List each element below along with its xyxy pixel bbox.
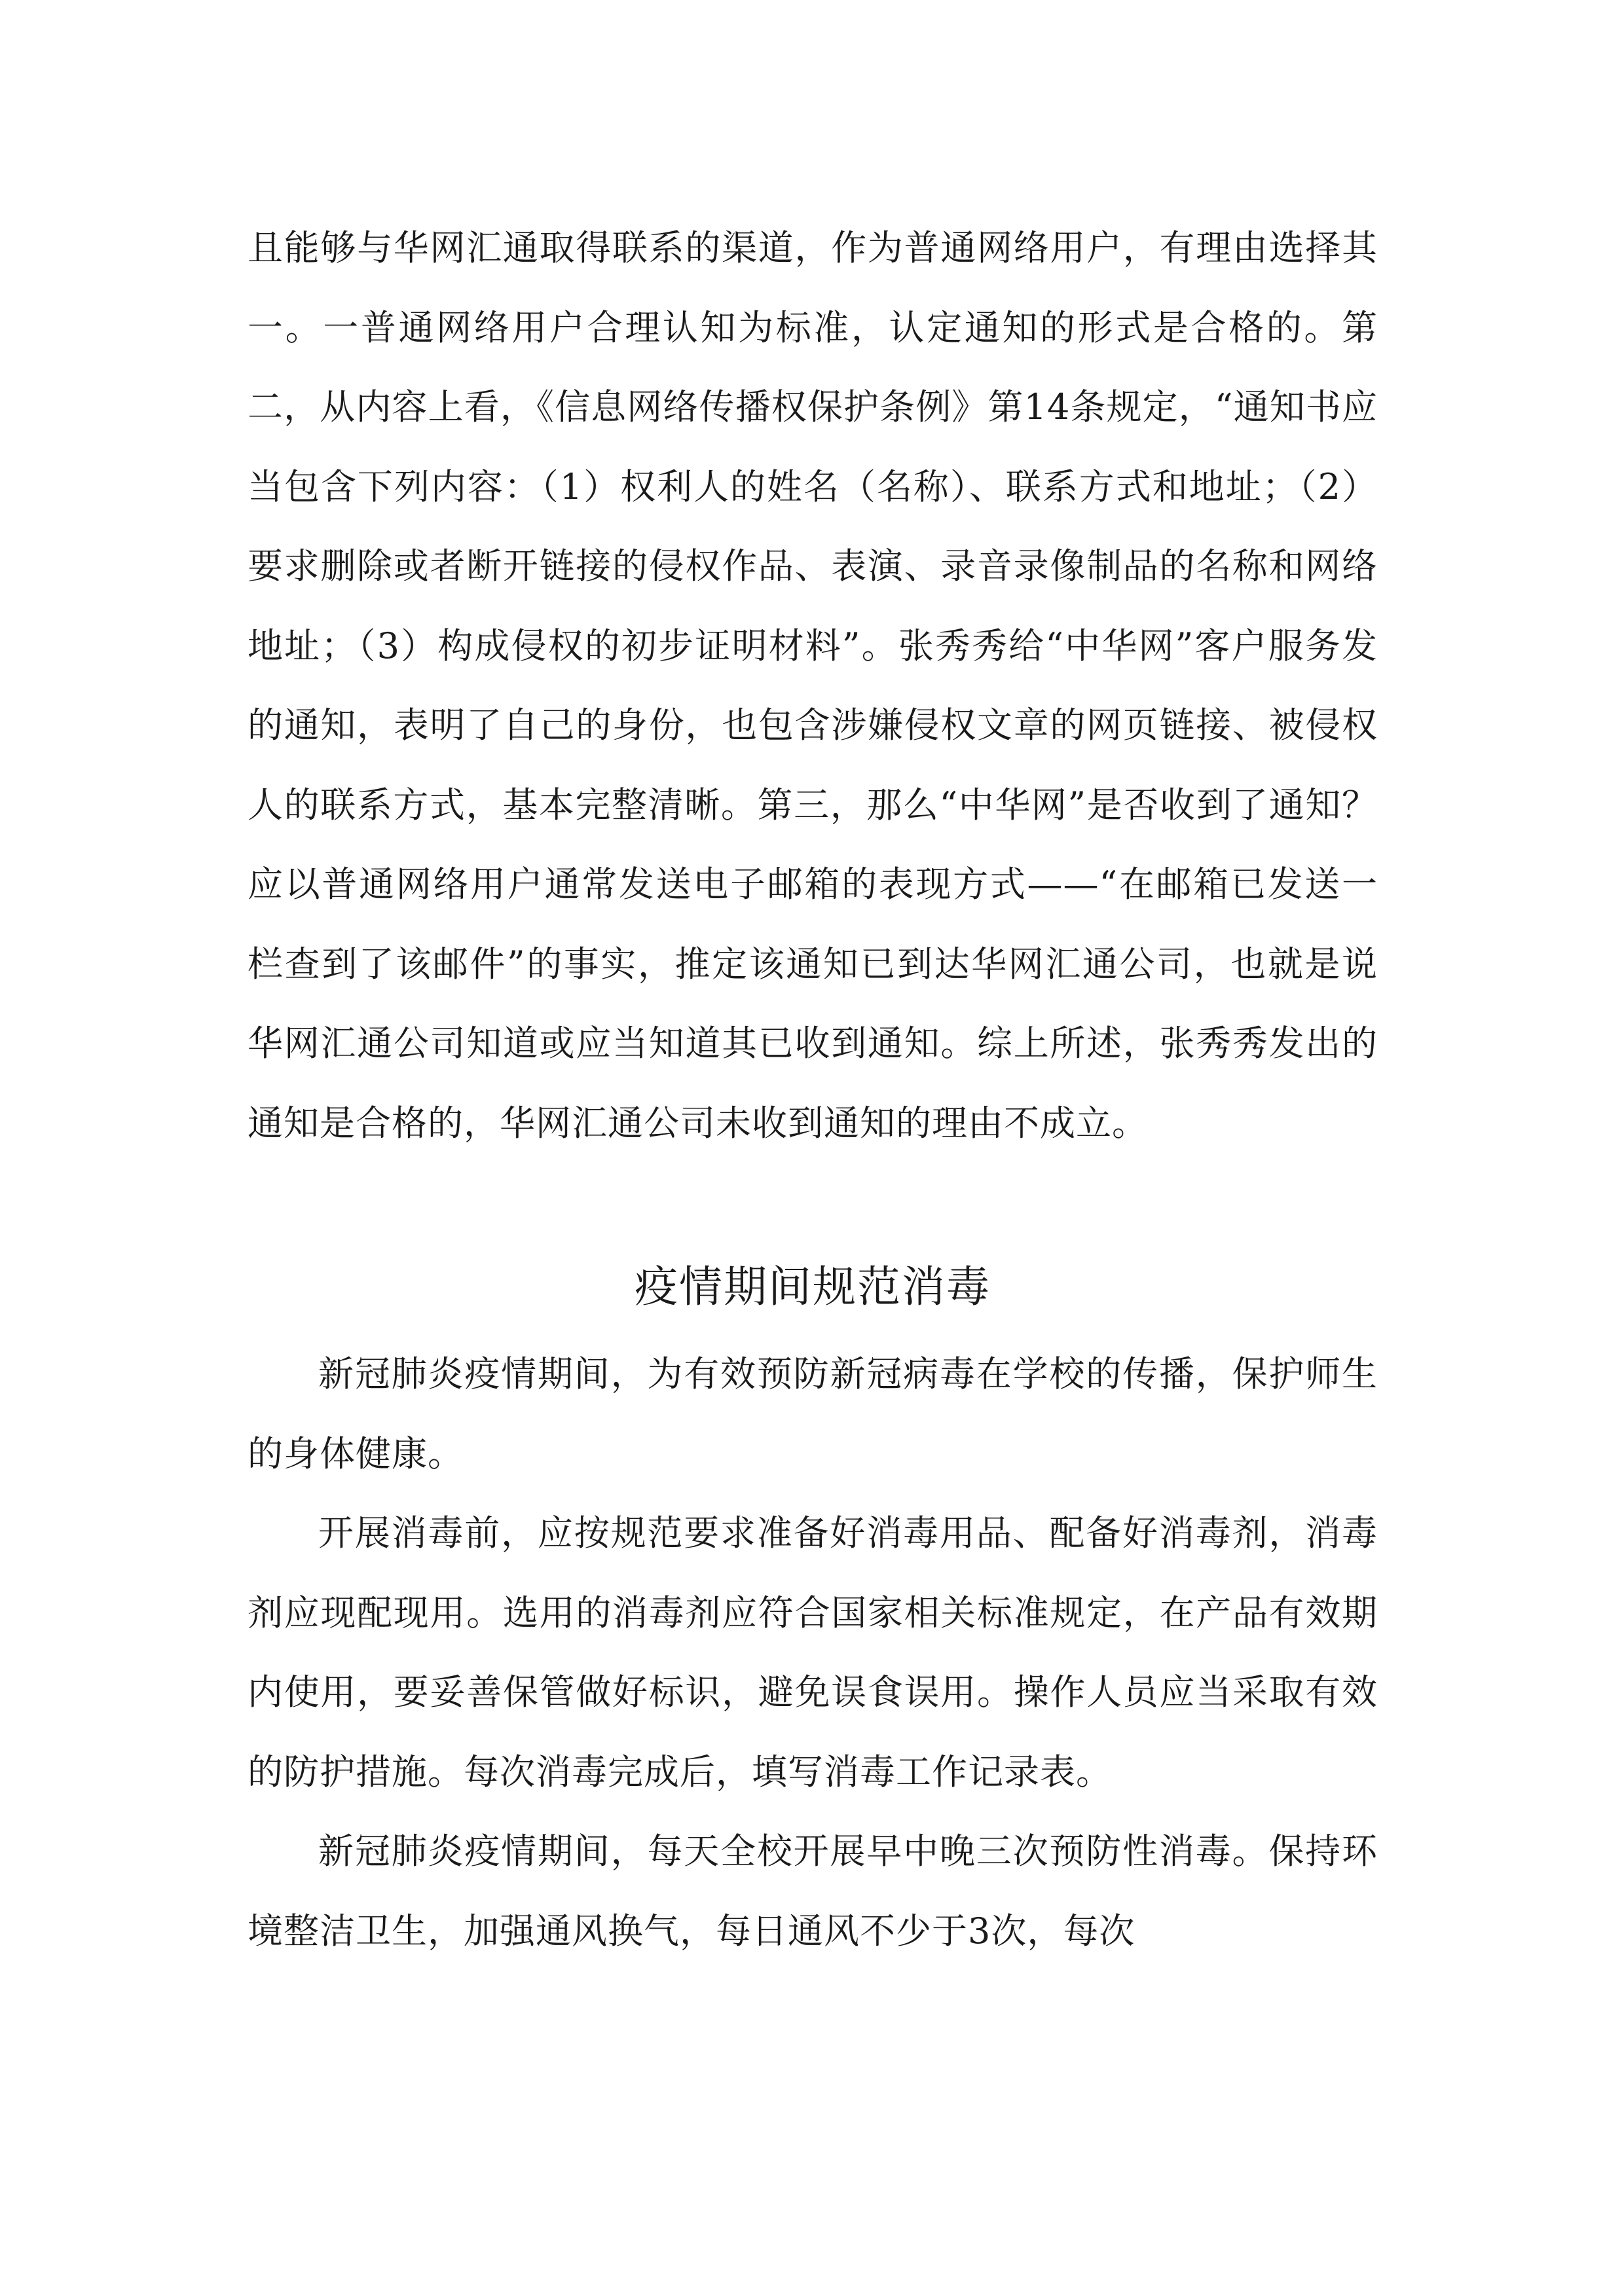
section-paragraph-2: 开展消毒前，应按规范要求准备好消毒用品、配备好消毒剂，消毒剂应现配现用。选用的消毒剂应符合国家相关标准规定，在产品有效期内使用，要妥善保管做好标识，避免误食误用。操作人员应当采取有效的防护措施。每次消毒完成后，填写消毒工作记录表。 xyxy=(248,1512,1378,1793)
document-body xyxy=(248,208,1378,1971)
continuation-paragraph: 且能够与华网汇通取得联系的渠道，作为普通网络用户，有理由选择其一。一普通网络用户合理认知为标准，认定通知的形式是合格的。第二，从内容上看，《信息网络传播权保护条例》第14条规定，“通知书应当包含下列内容：（1）权利人的姓名（名称）、联系方式和地址；（2）要求删除或者断开链接的侵权作品、表演、录音录像制品的名称和网络地址；（3）构成侵权的初步证明材料”。张秀秀给“中华网”客户服务发的通知，表明了自己的身份，也包含涉嫌侵权文章的网页链接、被侵权人的联系方式，基本完整清晰。第三，那么“中华网”是否收到了通知？应以普通网络用户通常发送电子邮箱的表现方式——“在邮箱已发送一栏查到了该邮件”的事实，推定该通知已到达华网汇通公司，也就是说华网汇通公司知道或应当知道其已收到通知。综上所述，张秀秀发出的通知是合格的，华网汇通公司未收到通知的理由不成立。 xyxy=(248,227,1378,1144)
heading-spacer xyxy=(248,1326,1378,1334)
section-paragraph-1: 新冠肺炎疫情期间，为有效预防新冠病毒在学校的传播，保护师生的身体健康。 xyxy=(248,1353,1378,1474)
section-paragraph-3: 新冠肺炎疫情期间，每天全校开展早中晚三次预防性消毒。保持环境整洁卫生，加强通风换气，每日通风不少于3次，每次 xyxy=(248,1831,1378,1952)
section-spacer xyxy=(248,1163,1378,1248)
section-title: 疫情期间规范消毒 xyxy=(635,1262,991,1312)
